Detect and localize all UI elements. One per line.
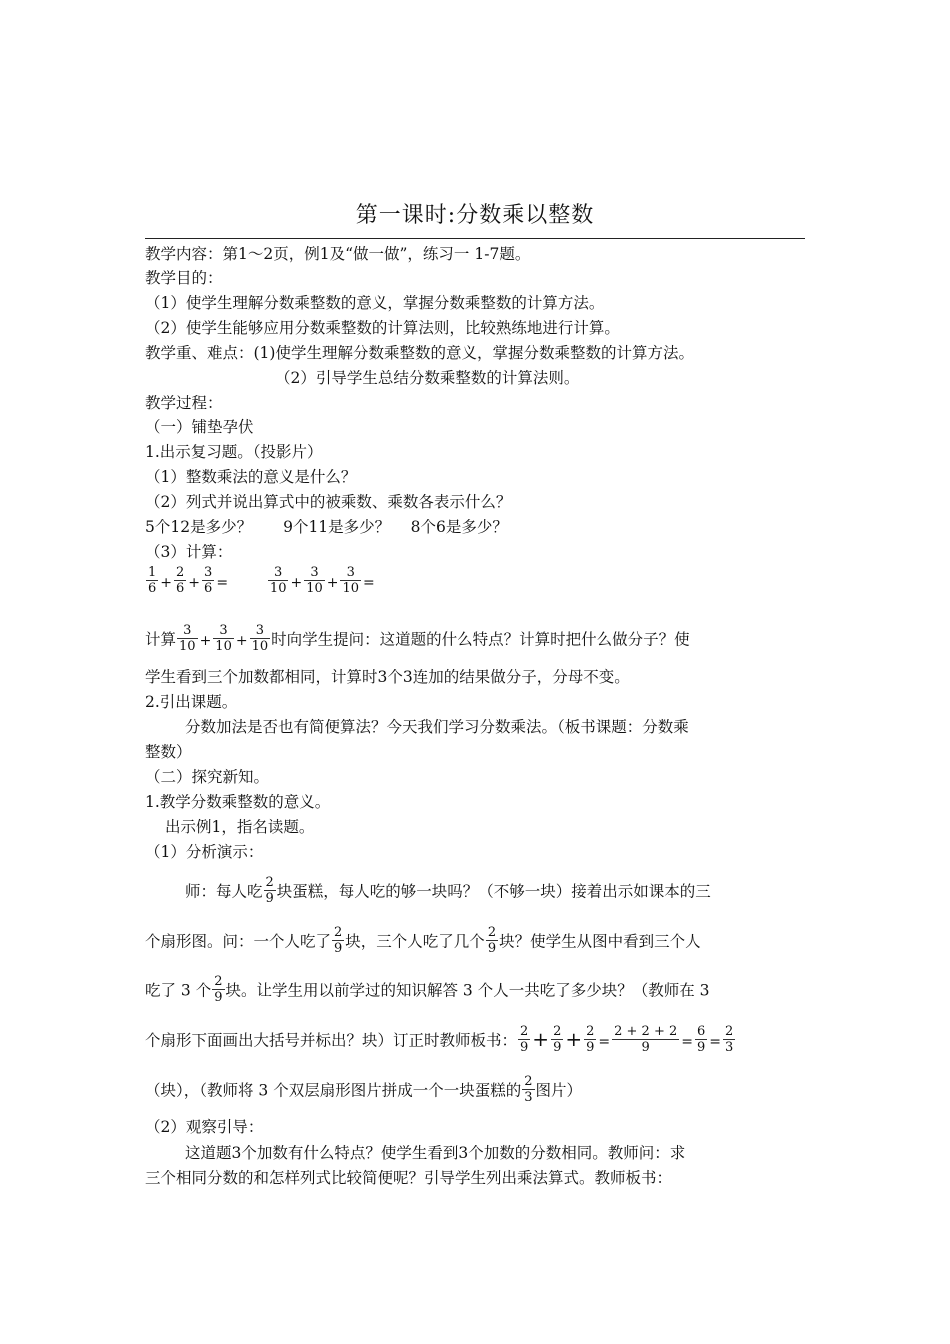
- numerator: 2: [176, 565, 185, 580]
- review-item: 1.出示复习题。（投影片）: [145, 443, 323, 461]
- fraction: [612, 1024, 679, 1055]
- equals-sign: =: [216, 574, 229, 591]
- aim-2: （2）使学生能够应用分数乘整数的计算法则，比较熟练地进行计算。: [145, 319, 620, 337]
- title-rule: [145, 238, 805, 239]
- denominator: 10: [306, 581, 323, 596]
- text: 时向学生提问：这道题的什么特点？计算时把什么做分子？使: [271, 630, 690, 649]
- plus-sign: +: [188, 574, 201, 591]
- numerator: 3: [268, 565, 289, 581]
- text: 块，三个人吃了几个: [345, 932, 485, 951]
- ask-line-1: [145, 625, 690, 656]
- plus-sign: +: [199, 632, 212, 649]
- denominator: 10: [179, 639, 196, 654]
- observe-heading: （2）观察引导：: [145, 1118, 264, 1136]
- question-1: （1）整数乘法的意义是什么？: [145, 468, 357, 486]
- numerator: 2: [334, 925, 343, 940]
- fraction: [518, 1024, 530, 1055]
- aim-heading: 教学目的：: [145, 269, 223, 287]
- teacher-line-4: [145, 1026, 736, 1057]
- numerator: 2: [265, 875, 274, 890]
- denominator: 9: [520, 1040, 529, 1055]
- denominator: 9: [265, 891, 274, 906]
- fraction: [177, 623, 198, 654]
- ask-line-2: 学生看到三个加数都相同，计算时3个3连加的结果做分子，分母不变。: [145, 668, 630, 686]
- numerator: 2: [586, 1024, 595, 1039]
- numerator: 2: [524, 1074, 533, 1089]
- fraction: [250, 623, 271, 654]
- denominator: 10: [215, 639, 232, 654]
- question-3: （3）计算：: [145, 543, 233, 561]
- denominator: 9: [214, 990, 223, 1005]
- plus-sign: +: [565, 1026, 583, 1051]
- fraction: [212, 974, 224, 1005]
- meaning-item: 1.教学分数乘整数的意义。: [145, 793, 331, 811]
- fraction: [174, 565, 186, 596]
- fraction: [213, 623, 234, 654]
- text: 计算: [145, 630, 177, 649]
- section-2-heading: （二）探究新知。: [145, 768, 270, 786]
- plus-sign: +: [326, 574, 339, 591]
- numerator: 1: [148, 565, 157, 580]
- aim-1: （1）使学生理解分数乘整数的意义，掌握分数乘整数的计算方法。: [145, 294, 605, 312]
- page-title: 第一课时:分数乘以整数: [355, 203, 595, 228]
- text: 块。让学生用以前学过的知识解答 3 个人一共吃了多少块？（教师在 3: [225, 981, 710, 1000]
- denominator: 6: [148, 581, 157, 596]
- intro-item: 2.引出课题。: [145, 693, 238, 711]
- intro-text-1: 分数加法是否也有简便算法？今天我们学习分数乘法。（板书课题：分数乘: [185, 718, 689, 736]
- denominator: 3: [524, 1090, 533, 1105]
- numerator: 3: [340, 565, 361, 581]
- teacher-line-2: [145, 927, 701, 958]
- denominator: 9: [586, 1040, 595, 1055]
- text: 个扇形图。问：一个人吃了: [145, 932, 332, 951]
- question-2: （2）列式并说出算式中的被乘数、乘数各表示什么？: [145, 493, 512, 511]
- text: 个扇形下面画出大括号并标出？块）订正时教师板书：: [145, 1031, 518, 1050]
- teaching-content: 教学内容：第1～2页，例1及“做一做”，练习一 1-7题。: [145, 245, 531, 263]
- text: （块），（教师将 3 个双层扇形图片拼成一个一块蛋糕的: [145, 1081, 522, 1100]
- fraction: [551, 1024, 563, 1055]
- fraction: [522, 1074, 534, 1105]
- analyze-heading: （1）分析演示：: [145, 843, 264, 861]
- equals-sign: =: [363, 574, 375, 591]
- equals-sign: =: [598, 1033, 611, 1050]
- denominator: 9: [487, 941, 497, 956]
- numerator: 2 + 2 + 2: [614, 1024, 678, 1039]
- teacher-line-1: [185, 877, 711, 908]
- teacher-line-3: [145, 976, 710, 1007]
- fraction: [695, 1024, 707, 1055]
- denominator: 6: [204, 581, 213, 596]
- text: 师：每人吃: [185, 882, 263, 901]
- fraction: [584, 1024, 596, 1055]
- denominator: 9: [334, 941, 343, 956]
- text: 吃了 3 个: [145, 981, 212, 1000]
- observe-text-2: 三个相同分数的和怎样列式比较简便呢？引导学生列出乘法算式。教师板书：: [145, 1169, 673, 1187]
- fraction: [340, 565, 361, 596]
- question-2-detail: 5个12是多少？ 9个11是多少？ 8个6是多少？: [145, 518, 508, 536]
- text: 块？使学生从图中看到三个人: [499, 932, 701, 951]
- text: 图片）: [535, 1081, 583, 1100]
- denominator: 10: [251, 639, 269, 654]
- plus-sign: +: [160, 574, 173, 591]
- numerator: 3: [250, 623, 271, 639]
- fraction: [146, 565, 158, 596]
- equals-sign: =: [681, 1033, 693, 1050]
- numerator: 2: [725, 1024, 734, 1039]
- numerator: 3: [304, 565, 325, 581]
- numerator: 3: [204, 565, 213, 580]
- numerator: 2: [553, 1024, 562, 1039]
- fraction: [723, 1024, 735, 1055]
- fraction: [202, 565, 214, 596]
- numerator: 2: [214, 974, 223, 989]
- fraction: [486, 925, 498, 956]
- fraction: [332, 925, 344, 956]
- denominator: 9: [641, 1040, 650, 1055]
- fraction: [264, 875, 276, 906]
- fraction: [304, 565, 325, 596]
- text: 块蛋糕，每人吃的够一块吗？（不够一块）接着出示如课本的三: [276, 882, 711, 901]
- equals-sign: =: [709, 1033, 722, 1050]
- numerator: 3: [213, 623, 234, 639]
- denominator: 9: [697, 1040, 706, 1055]
- key-points-1: 教学重、难点：(1)使学生理解分数乘整数的意义，掌握分数乘整数的计算方法。: [145, 344, 694, 362]
- numerator: 3: [177, 623, 198, 639]
- observe-text-1: 这道题3个加数有什么特点？使学生看到3个加数的分数相同。教师问：求: [185, 1144, 686, 1162]
- plus-sign: +: [532, 1026, 550, 1051]
- denominator: 6: [176, 581, 185, 596]
- denominator: 10: [269, 581, 287, 596]
- denominator: 10: [342, 581, 360, 596]
- section-1-heading: （一）铺垫孕伏: [145, 418, 254, 436]
- key-points-2: （2）引导学生总结分数乘整数的计算法则。: [275, 369, 580, 387]
- example-line: 出示例1，指名读题。: [165, 818, 315, 836]
- denominator: 9: [553, 1040, 562, 1055]
- teacher-line-5: [145, 1076, 582, 1107]
- plus-sign: +: [290, 574, 303, 591]
- process-heading: 教学过程：: [145, 394, 223, 412]
- intro-text-2: 整数）: [145, 743, 192, 761]
- calc-row: [145, 567, 376, 598]
- plus-sign: +: [235, 632, 248, 649]
- numerator: 6: [697, 1024, 706, 1039]
- numerator: 2: [520, 1024, 529, 1039]
- fraction: [268, 565, 289, 596]
- numerator: 2: [487, 925, 497, 940]
- denominator: 3: [725, 1040, 734, 1055]
